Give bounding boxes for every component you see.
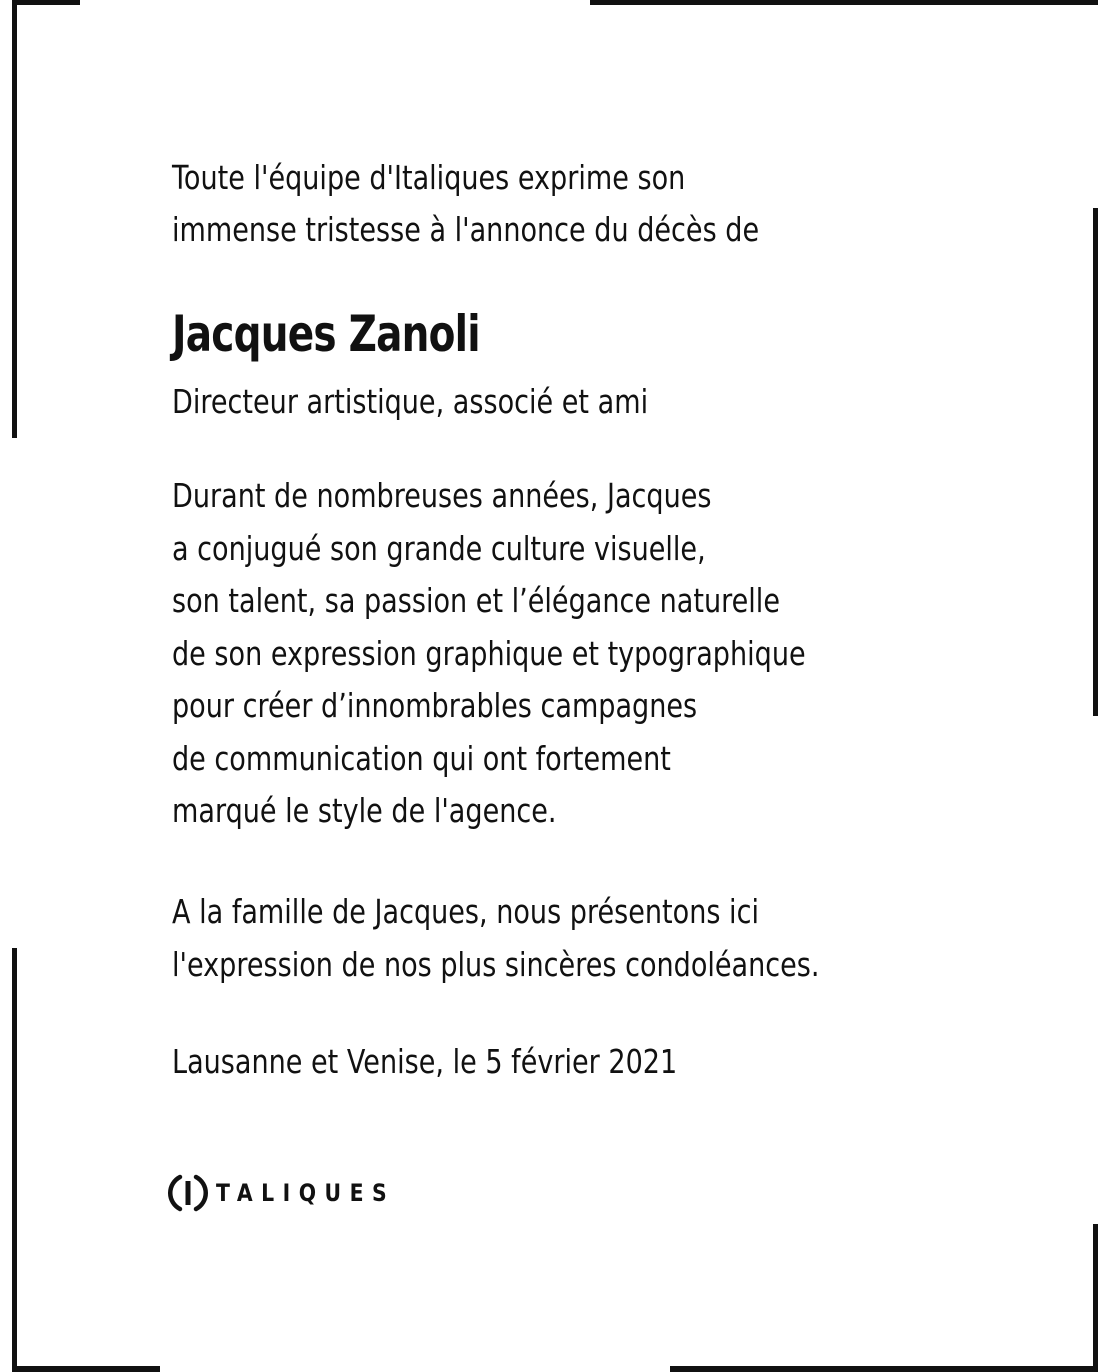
obituary-notice — [172, 152, 1032, 1081]
tribute-line: marqué le style de l'agence. — [172, 791, 557, 830]
deceased-name: Jacques Zanoli — [172, 305, 480, 363]
frame-bottom-left-horizontal — [12, 1366, 160, 1372]
tribute-line: de son expression graphique et typographique — [172, 633, 806, 673]
tribute-line: pour créer d’innombrables campagnes — [172, 686, 698, 725]
frame-top-right-horizontal — [590, 0, 1098, 5]
italiques-i-logo-icon — [166, 1171, 210, 1215]
frame-bottom-right-vertical — [1093, 1224, 1098, 1372]
intro-line: immense tristesse à l'annonce du décès de — [172, 210, 760, 249]
tribute-line: de communication qui ont fortement — [172, 738, 671, 778]
condolences-paragraph — [172, 886, 820, 991]
condolence-line: A la famille de Jacques, nous présentons ici — [172, 892, 759, 931]
place-and-date: Lausanne et Venise, le 5 février 2021 — [172, 1042, 678, 1081]
tribute-line: son talent, sa passion et l’élégance naturelle — [172, 581, 780, 620]
tribute-paragraph — [172, 470, 806, 838]
intro-line: Toute l'équipe d'Italiques exprime son — [172, 158, 686, 197]
frame-right-vertical — [1093, 208, 1098, 716]
frame-top-left-vertical — [12, 0, 17, 438]
frame-top-left-horizontal — [12, 0, 80, 5]
logo-wordmark: TALIQUES — [216, 1179, 396, 1207]
frame-bottom-left-vertical — [12, 948, 17, 1372]
italiques-logo — [166, 1170, 427, 1216]
tribute-line: a conjugué son grande culture visuelle, — [172, 528, 706, 568]
frame-bottom-right-horizontal — [670, 1366, 1098, 1372]
deceased-role: Directeur artistique, associé et ami — [172, 382, 649, 421]
tribute-line: Durant de nombreuses années, Jacques — [172, 476, 712, 515]
intro-text — [172, 152, 877, 256]
condolence-line: l'expression de nos plus sincères condoléances. — [172, 944, 820, 984]
